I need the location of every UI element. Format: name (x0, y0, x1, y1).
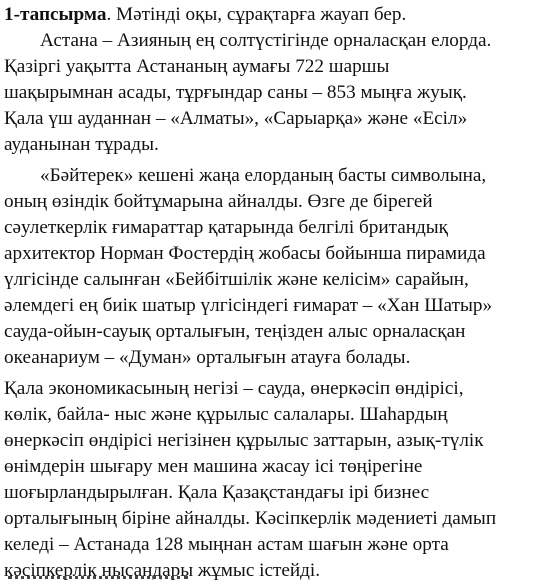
paragraph-2-line-3: сәулеткерлік ғимараттар қатарында белгілі британдық (4, 217, 448, 238)
paragraph-2-line-5: үлгісінде салынған «Бейбітшілік және келісім» сарайын, (4, 269, 469, 290)
paragraph-3-line-6: орталығының біріне айналды. Кәсіпкерлік мәдениеті дамып (4, 508, 497, 529)
paragraph-2-line-2: оның өзіндік бойтұмарына айналды. Өзге де бірегей (4, 191, 433, 212)
paragraph-3-line-2: көлік, байла- ныс және құрылыс салалары. Шаһардың (4, 404, 448, 425)
paragraph-2-line-6: әлемдегі ең биік шатыр үлгісіндегі ғимарат – «Хан Шатыр» (4, 295, 493, 316)
paragraph-1-line-1: Астана – Азияның ең солтүстігінде орналасқан елорда. (40, 30, 492, 51)
paragraph-3-line-5: шоғырландырылған. Қала Қазақстандағы ірі бизнес (4, 482, 430, 503)
paragraph-1-line-2: Қазіргі уақытта Астананың аумағы 722 шаршы (4, 56, 390, 77)
paragraph-2-line-8: океанариум – «Думан» орталығын атауға болады. (4, 347, 411, 368)
paragraph-1-line-3: шақырымнан асады, тұрғындар саны – 853 мыңға жуық. (4, 82, 467, 103)
paragraph-2-line-1: «Бәйтерек» кешені жаңа елорданың басты символына, (40, 165, 487, 186)
paragraph-3-line-1: Қала экономикасының негізі – сауда, өнеркәсіп өндірісі, (4, 378, 464, 399)
cropped-next-line (8, 574, 198, 579)
paragraph-1-line-4: Қала үш ауданнан – «Алматы», «Сарыарқа» және «Есіл» (4, 108, 468, 129)
paragraph-3-line-7: келеді – Астанада 128 мыңнан астам шағын және орта (4, 534, 449, 555)
paragraph-3-line-3: өнеркәсіп өндірісі негізінен құрылыс заттарын, азық-түлік (4, 430, 484, 451)
task-heading (4, 2, 406, 28)
task-instruction: . Мәтінді оқы, сұрақтарға жауап бер. (106, 4, 407, 25)
paragraph-3-line-4: өнімдерін шығару мен машина жасау ісі төңірегіне (4, 456, 423, 477)
paragraph-1-line-5: ауданынан тұрады. (4, 134, 159, 155)
paragraph-2-line-7: сауда-ойын-сауық орталығын, теңізден алыс орналасқан (4, 321, 466, 342)
task-number: 1-тапсырма (4, 4, 107, 25)
paragraph-2-line-4: архитектор Норман Фостердің жобасы бойынша пирамида (4, 243, 486, 264)
paragraph-3-line-8: кәсіпкерлік нысандары жұмыс істейді. (4, 560, 321, 581)
